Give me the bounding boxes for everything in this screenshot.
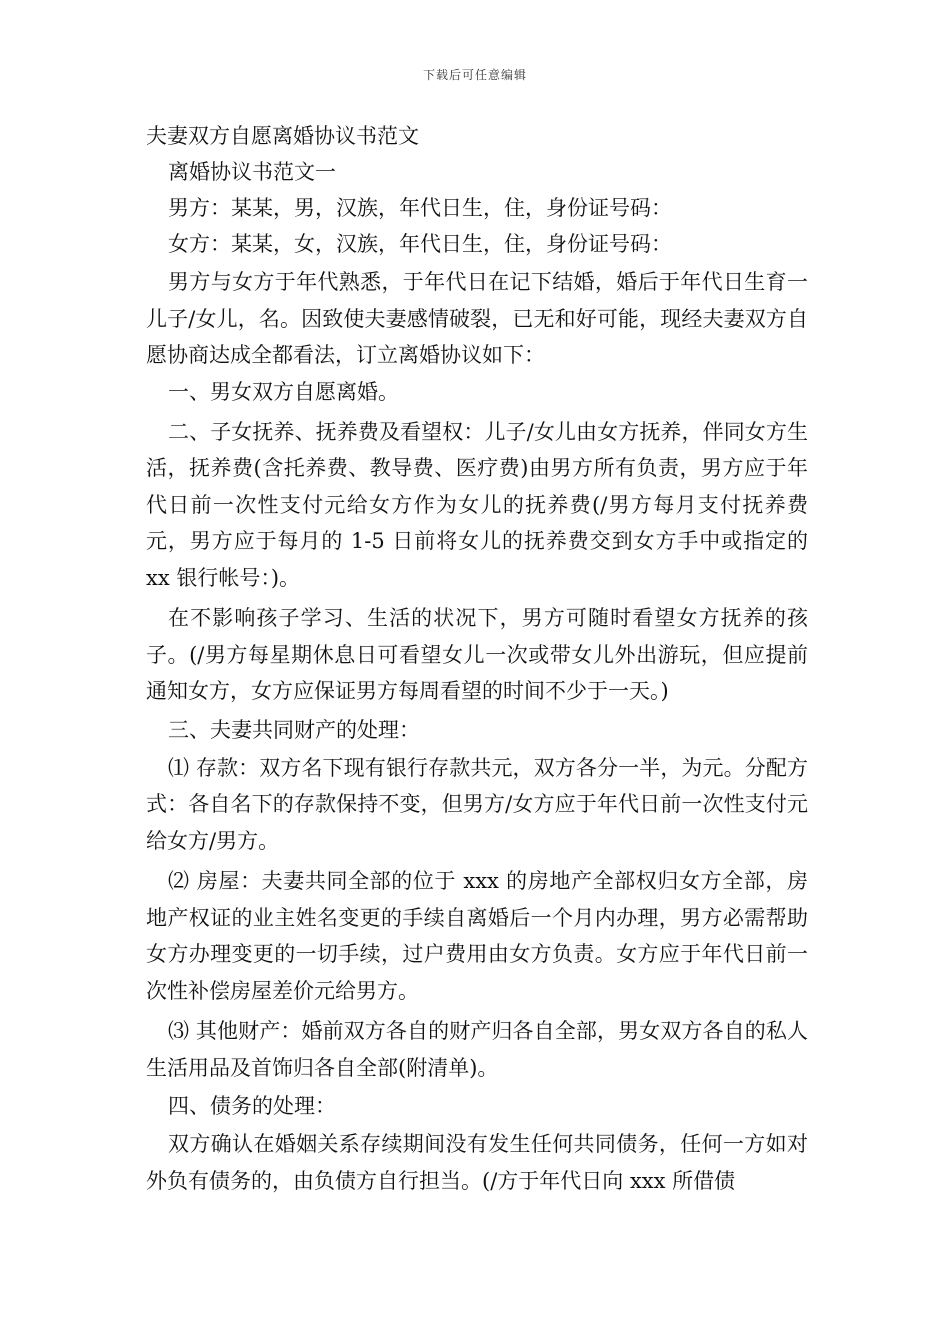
clause-3-deposits: ⑴ 存款：双方名下现有银行存款共元，双方各分一半，为元。分配方式：各自名下的存款保持不变，但男方/女方应于年代日前一次性支付元给女方/男方。: [146, 755, 808, 853]
clause-3-house: ⑵ 房屋：夫妻共同全部的位于 xxx 的房地产全部权归女方全部，房地产权证的业主姓名变更的手续自离婚后一个月内办理，男方必需帮助女方办理变更的一切手续，过户费用由女方负责。女方应于年代日前一次性补偿房屋差价元给男方。: [146, 869, 808, 1003]
clause-1: 一、男女双方自愿离婚。: [168, 379, 399, 404]
clause-4-heading: 四、债务的处理：: [168, 1094, 336, 1118]
section-subtitle: 离婚协议书范文一: [168, 160, 336, 184]
man-info: 男方：某某，男，汉族，年代日生，住，身份证号码：: [168, 196, 672, 220]
intro-paragraph: 男方与女方于年代熟悉，于年代日在记下结婚，婚后于年代日生育一儿子/女儿，名。因致使夫妻感情破裂，已无和好可能，现经夫妻双方自愿协商达成全都看法，订立离婚协议如下：: [146, 270, 808, 367]
woman-info: 女方：某某，女，汉族，年代日生，住，身份证号码：: [168, 232, 672, 256]
clause-3-heading: 三、夫妻共同财产的处理：: [168, 717, 420, 742]
clause-4-debts: 双方确认在婚姻关系存续期间没有发生任何共同债务，任何一方如对外负有债务的，由负债方自行担当。(/方于年代日向 xxx 所借债: [146, 1132, 808, 1193]
clause-3-other-property: ⑶ 其他财产：婚前双方各自的财产归各自全部，男女双方各自的私人生活用品及首饰归各自全部(附清单)。: [146, 1019, 808, 1080]
document-title: 夫妻双方自愿离婚协议书范文: [146, 124, 419, 148]
clause-2: 二、子女抚养、抚养费及看望权：儿子/女儿由女方抚养，伴同女方生活，抚养费(含托养费、教导费、医疗费)由男方所有负责，男方应于年代日前一次性支付元给女方作为女儿的抚养费(/男方每月支付抚养费元，男方应于每月的 1-5 日前将女儿的抚养费交到女方手中或指定的 xx 银行帐号：)。: [146, 419, 808, 590]
document-body: [146, 118, 808, 1199]
clause-2-visitation: 在不影响孩子学习、生活的状况下，男方可随时看望女方抚养的孩子。(/男方每星期休息日可看望女儿一次或带女儿外出游玩，但应提前通知女方，女方应保证男方每周看望的时间不少于一天。): [146, 606, 808, 703]
header-note: 下载后可任意编辑: [422, 68, 527, 82]
